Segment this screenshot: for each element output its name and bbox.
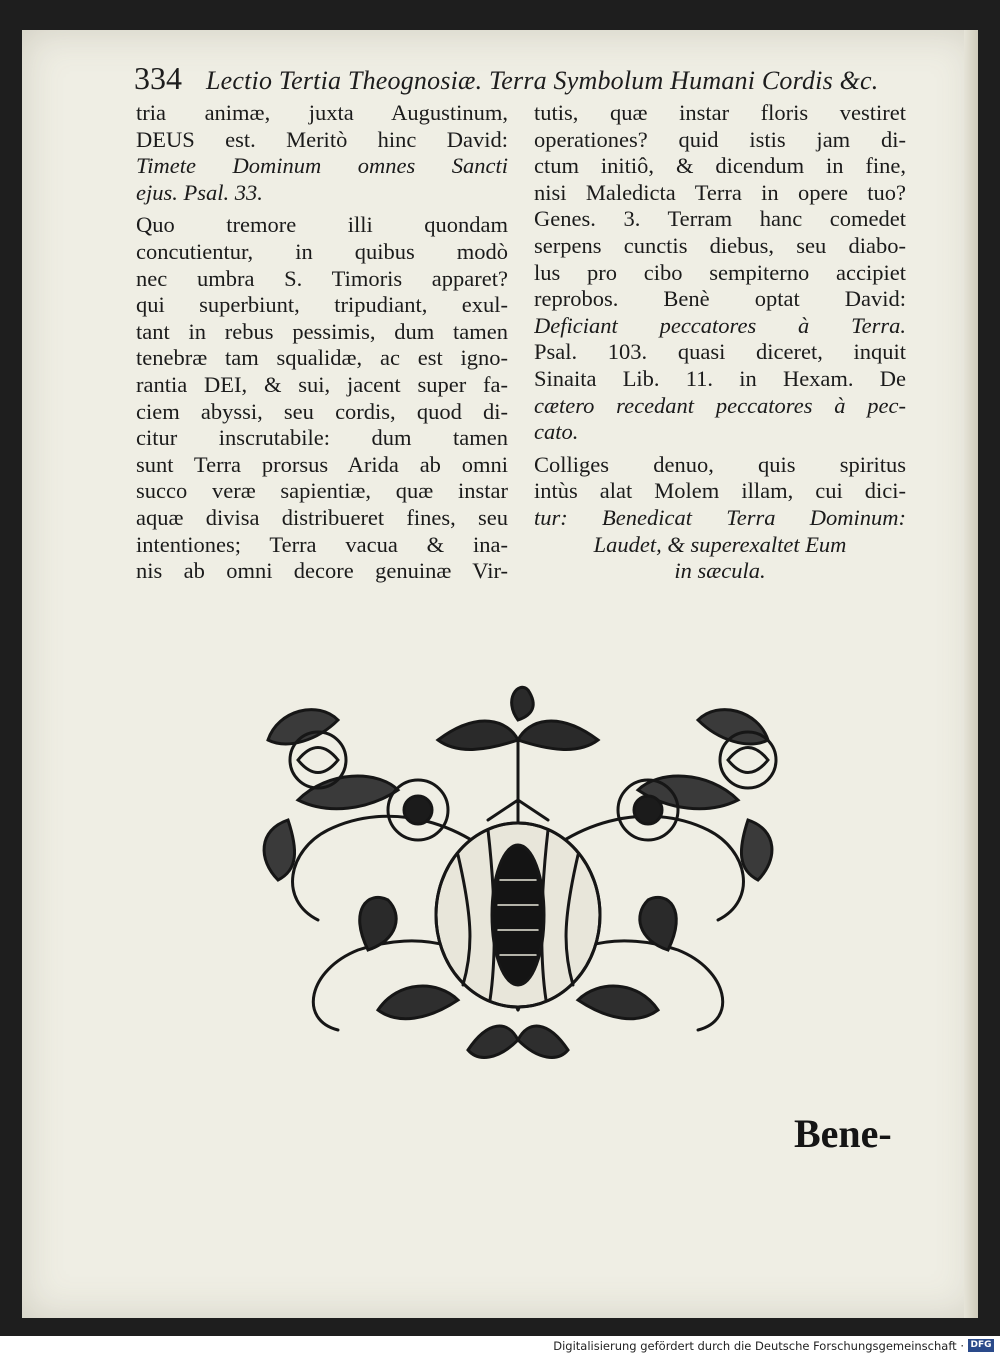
text-line: nis ab omni decore genuinæ Vir-	[136, 558, 508, 584]
page-edge	[964, 30, 978, 1318]
text-line: ejus. Psal. 33.	[136, 179, 263, 205]
text-line: nisi Maledicta Terra in opere tuo?	[534, 179, 906, 205]
text-line: DEUS est. Meritò hinc David:	[136, 126, 508, 152]
text-line: aquæ divisa distribueret fines, seu	[136, 504, 508, 530]
dfg-logo-icon: DFG	[968, 1339, 994, 1352]
text-line: Genes. 3. Terram hanc comedet	[534, 206, 906, 232]
text-line: operationes? quid istis jam di-	[534, 126, 906, 152]
text-line: nec umbra S. Timoris apparet?	[136, 265, 508, 291]
text-line: intùs alat Molem illam, cui dici-	[534, 478, 906, 504]
text-line: qui superbiunt, tripudiant, exul-	[136, 292, 508, 318]
text-line: sunt Terra prorsus Arida ab omni	[136, 451, 508, 477]
text-line: Sinaita Lib. 11. in Hexam. De	[534, 365, 906, 391]
footer-bar	[0, 1336, 1000, 1356]
text-line: citur inscrutabile: dum tamen	[136, 425, 508, 451]
text-line: lus pro cibo sempiterno accipiet	[534, 259, 906, 285]
text-line: cato.	[534, 419, 579, 445]
text-line: serpens cunctis diebus, seu diabo-	[534, 232, 906, 258]
text-line: cætero recedant peccatores à pec-	[534, 392, 906, 418]
text-line: Timete Dominum omnes Sancti	[136, 153, 508, 179]
text-line: tur: Benedicat Terra Dominum:	[534, 504, 906, 530]
text-line: ctum initiô, & dicendum in fine,	[534, 153, 906, 179]
text-line: Laudet, & superexaltet Eum	[593, 531, 847, 557]
running-head	[134, 60, 934, 97]
footer-credit: Digitalisierung gefördert durch die Deutsche Forschungsgemeinschaft ·	[553, 1339, 964, 1353]
text-line: succo veræ sapientiæ, quæ instar	[136, 478, 508, 504]
left-column	[136, 100, 508, 585]
text-line: intentiones; Terra vacua & ina-	[136, 531, 508, 557]
text-line: tant in rebus pessimis, dum tamen	[136, 318, 508, 344]
text-line: concutientur, in quibus modò	[136, 238, 508, 264]
text-line: ciem abyssi, seu cordis, quod di-	[136, 398, 508, 424]
running-title: Lectio Tertia Theognosiæ. Terra Symbolum Humani Cordis &c.	[205, 66, 879, 95]
text-line: Quo tremore illi quondam	[136, 212, 508, 238]
text-line: reprobos. Benè optat David:	[534, 286, 906, 312]
text-line: Colliges denuo, quis spiritus	[534, 451, 906, 477]
text-line: Psal. 103. quasi diceret, inquit	[534, 339, 906, 365]
text-line: in sæcula.	[674, 558, 766, 584]
right-column	[534, 100, 906, 585]
text-line: Deficiant peccatores à Terra.	[534, 312, 906, 338]
pomegranate-woodcut-ornament-icon	[238, 680, 798, 1070]
text-line: rantia DEI, & sui, jacent super fa-	[136, 371, 508, 397]
text-line: tutis, quæ instar floris vestiret	[534, 100, 906, 125]
catchword: Bene-	[794, 1111, 892, 1156]
text-line: tria animæ, juxta Augustinum,	[136, 100, 508, 125]
page-number: 334	[134, 60, 182, 96]
text-line: tenebræ tam squalidæ, ac est igno-	[136, 345, 508, 371]
